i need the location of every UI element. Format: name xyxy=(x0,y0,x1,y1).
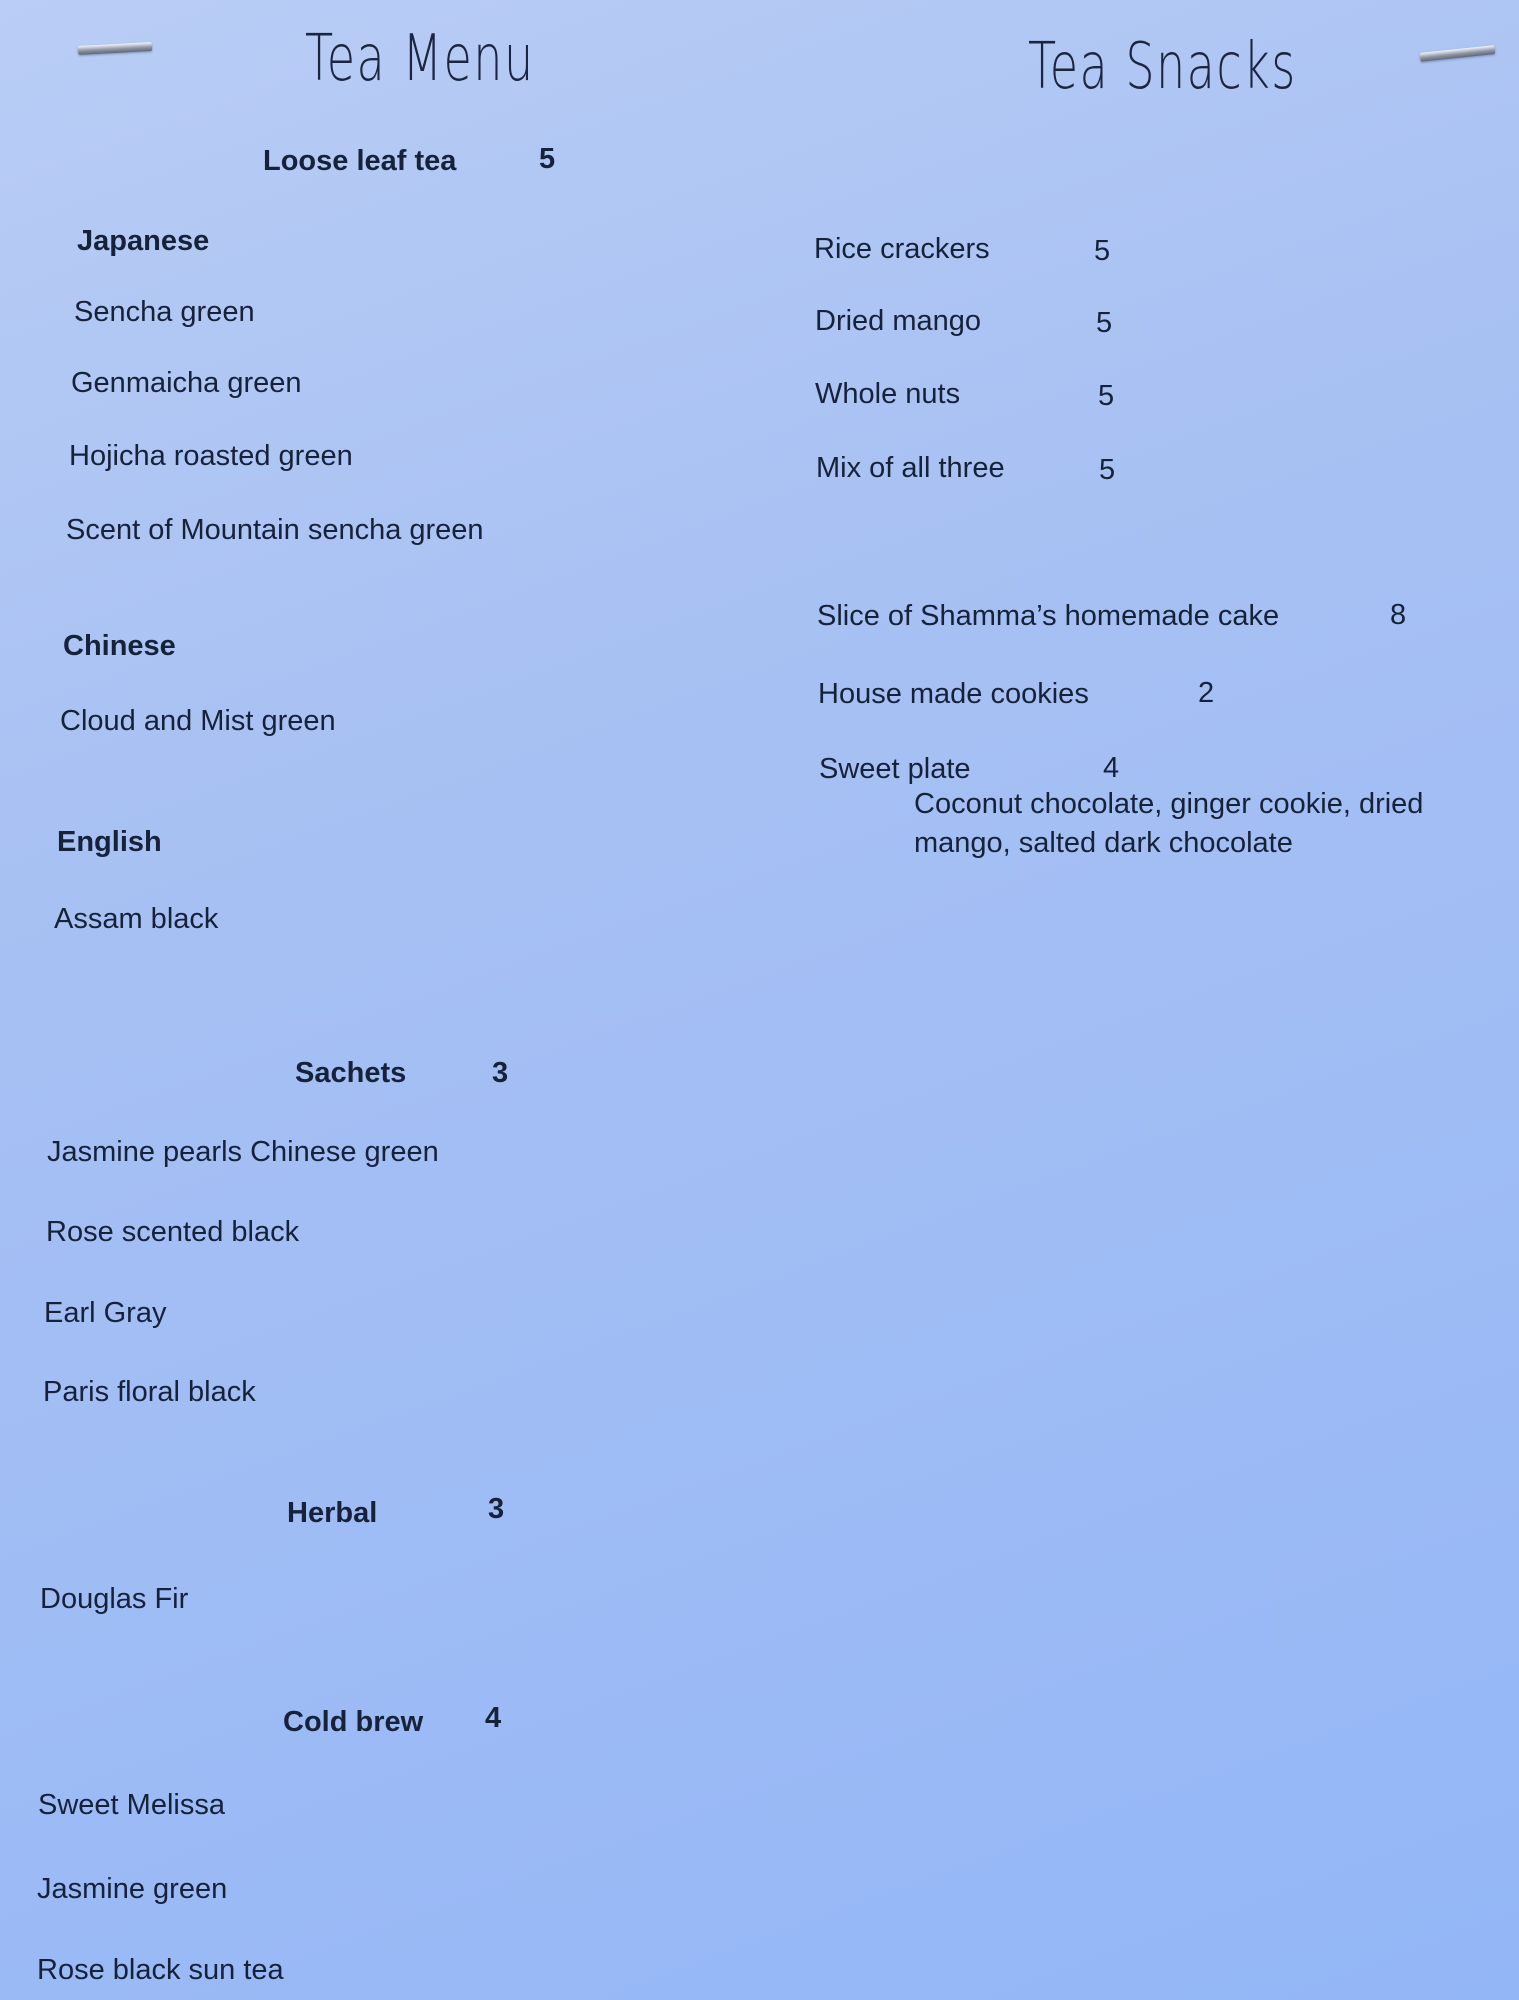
list-item: Cloud and Mist green xyxy=(60,705,336,737)
cold-brew-price: 4 xyxy=(485,1702,502,1734)
snack-name: Slice of Shamma’s homemade cake xyxy=(817,600,1280,632)
chinese-heading: Chinese xyxy=(63,630,176,662)
snack-price: 5 xyxy=(1096,307,1113,339)
list-item: Assam black xyxy=(54,903,219,935)
list-item: Paris floral black xyxy=(43,1376,256,1408)
loose-leaf-heading: Loose leaf tea xyxy=(263,145,457,177)
list-item: Genmaicha green xyxy=(71,367,302,399)
tea-snacks-title: Tea Snacks xyxy=(1028,30,1297,104)
staple-right xyxy=(1420,45,1496,62)
list-item: Jasmine green xyxy=(37,1873,228,1905)
snack-name: Whole nuts xyxy=(815,378,961,410)
sachets-heading: Sachets xyxy=(295,1057,407,1089)
sachets-price: 3 xyxy=(492,1057,509,1089)
snack-name: House made cookies xyxy=(818,678,1089,710)
list-item: Hojicha roasted green xyxy=(69,440,353,472)
cold-brew-heading: Cold brew xyxy=(283,1706,424,1738)
snack-name: Rice crackers xyxy=(814,233,990,265)
herbal-heading: Herbal xyxy=(287,1497,378,1529)
snack-price: 5 xyxy=(1094,235,1111,267)
herbal-price: 3 xyxy=(488,1493,505,1525)
sweet-plate-description: Coconut chocolate, ginger cookie, dried mango, salted dark chocolate xyxy=(914,788,1424,859)
snack-price: 5 xyxy=(1099,454,1116,486)
list-item: Sencha green xyxy=(74,296,255,328)
snack-name: Sweet plate xyxy=(819,753,971,785)
tea-menu-title: Tea Menu xyxy=(305,22,535,96)
snack-name: Mix of all three xyxy=(816,452,1005,484)
snack-name: Dried mango xyxy=(815,305,982,337)
list-item: Sweet Melissa xyxy=(38,1789,225,1821)
japanese-heading: Japanese xyxy=(77,225,210,257)
snack-price: 4 xyxy=(1103,752,1120,784)
loose-leaf-price: 5 xyxy=(539,143,556,175)
list-item: Earl Gray xyxy=(44,1297,167,1329)
list-item: Scent of Mountain sencha green xyxy=(66,514,484,546)
list-item: Rose black sun tea xyxy=(37,1954,284,1986)
snack-price: 8 xyxy=(1390,599,1407,631)
snack-price: 5 xyxy=(1098,380,1115,412)
staple-left xyxy=(78,42,152,55)
snack-price: 2 xyxy=(1198,677,1215,709)
list-item: Rose scented black xyxy=(46,1216,300,1248)
english-heading: English xyxy=(57,826,162,858)
list-item: Douglas Fir xyxy=(40,1583,189,1615)
list-item: Jasmine pearls Chinese green xyxy=(47,1136,439,1168)
